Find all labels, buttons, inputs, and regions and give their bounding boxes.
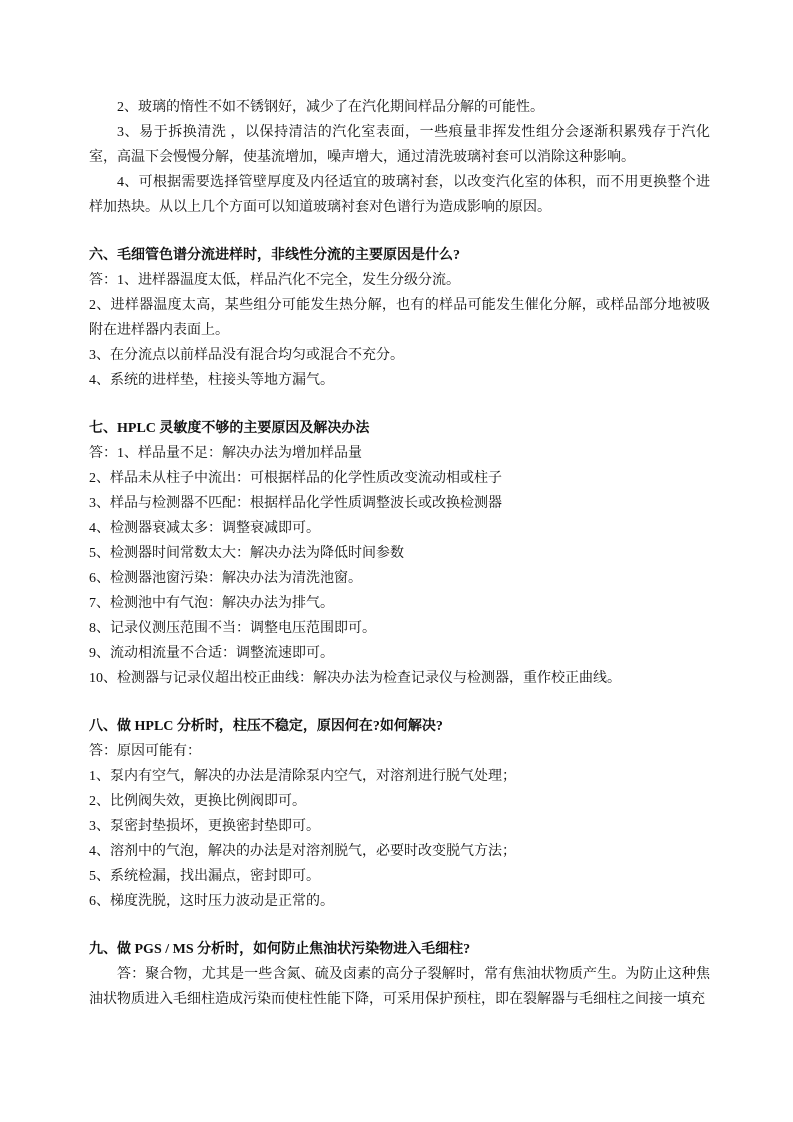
- answer-line: 7、检测池中有气泡：解决办法为排气。: [89, 596, 334, 611]
- intro-paragraph: 4、可根据需要选择管壁厚度及内径适宜的玻璃衬套，以改变汽化室的体积，而不用更换整个进样加热块。从以上几个方面可以知道玻璃衬套对色谱行为造成影响的原因。: [89, 175, 710, 215]
- answer-line: 4、溶剂中的气泡，解决的办法是对溶剂脱气，必要时改变脱气方法；: [89, 844, 516, 859]
- intro-paragraph: 3、易于拆换清洗 ，以保持清洁的汽化室表面，一些痕量非挥发性组分会逐渐积累残存于汽化室，高温下会慢慢分解，使基流增加，噪声增大，通过清洗玻璃衬套可以消除这种影响。: [89, 125, 710, 165]
- section-heading: 七、HPLC 灵敏度不够的主要原因及解决办法: [89, 421, 370, 436]
- section-9: [89, 937, 710, 1012]
- section-7: [89, 416, 710, 691]
- answer-line: 6、检测器池窗污染：解决办法为清洗池窗。: [89, 571, 362, 586]
- answer-line: 3、在分流点以前样品没有混合均匀或混合不充分。: [89, 348, 404, 363]
- answer-line: 5、系统检漏，找出漏点，密封即可。: [89, 869, 320, 884]
- answer-paragraph: 答：聚合物，尤其是一些含氮、硫及卤素的高分子裂解时，常有焦油状物质产生。为防止这种焦油状物质进入毛细柱造成污染而使柱性能下降，可采用保护预柱，即在裂解器与毛细柱之间接一填充: [89, 967, 710, 1007]
- answer-line: 答：1、进样器温度太低，样品汽化不完全，发生分级分流。: [89, 273, 460, 288]
- section-6: [89, 243, 710, 393]
- answer-line: 答：原因可能有：: [89, 744, 201, 759]
- answer-line: 3、泵密封垫损坏，更换密封垫即可。: [89, 819, 320, 834]
- answer-line: 1、泵内有空气，解决的办法是清除泵内空气，对溶剂进行脱气处理；: [89, 769, 516, 784]
- answer-line: 2、样品未从柱子中流出：可根据样品的化学性质改变流动相或柱子: [89, 471, 502, 486]
- section-8: [89, 714, 710, 914]
- answer-line: 3、样品与检测器不匹配：根据样品化学性质调整波长或改换检测器: [89, 496, 502, 511]
- answer-line: 2、进样器温度太高，某些组分可能发生热分解，也有的样品可能发生催化分解，或样品部分地被吸附在进样器内表面上。: [89, 298, 710, 338]
- section-heading: 九、做 PGS / MS 分析时，如何防止焦油状污染物进入毛细柱?: [89, 942, 471, 957]
- answer-line: 4、系统的进样垫，柱接头等地方漏气。: [89, 373, 334, 388]
- intro-paragraph: 2、玻璃的惰性不如不锈钢好，减少了在汽化期间样品分解的可能性。: [117, 100, 544, 115]
- answer-line: 8、记录仪测压范围不当：调整电压范围即可。: [89, 621, 376, 636]
- answer-line: 6、梯度洗脱，这时压力波动是正常的。: [89, 894, 334, 909]
- section-heading: 八、做 HPLC 分析时，柱压不稳定，原因何在?如何解决?: [89, 719, 443, 734]
- answer-line: 答：1、样品量不足：解决办法为增加样品量: [89, 446, 362, 461]
- answer-line: 9、流动相流量不合适：调整流速即可。: [89, 646, 334, 661]
- section-heading: 六、毛细管色谱分流进样时，非线性分流的主要原因是什么?: [89, 248, 460, 263]
- answer-line: 4、检测器衰减太多：调整衰减即可。: [89, 521, 320, 536]
- document-body: [89, 95, 710, 1012]
- answer-line: 2、比例阀失效，更换比例阀即可。: [89, 794, 306, 809]
- answer-line: 10、检测器与记录仪超出校正曲线：解决办法为检查记录仪与检测器，重作校正曲线。: [89, 671, 621, 686]
- answer-line: 5、检测器时间常数太大：解决办法为降低时间参数: [89, 546, 404, 561]
